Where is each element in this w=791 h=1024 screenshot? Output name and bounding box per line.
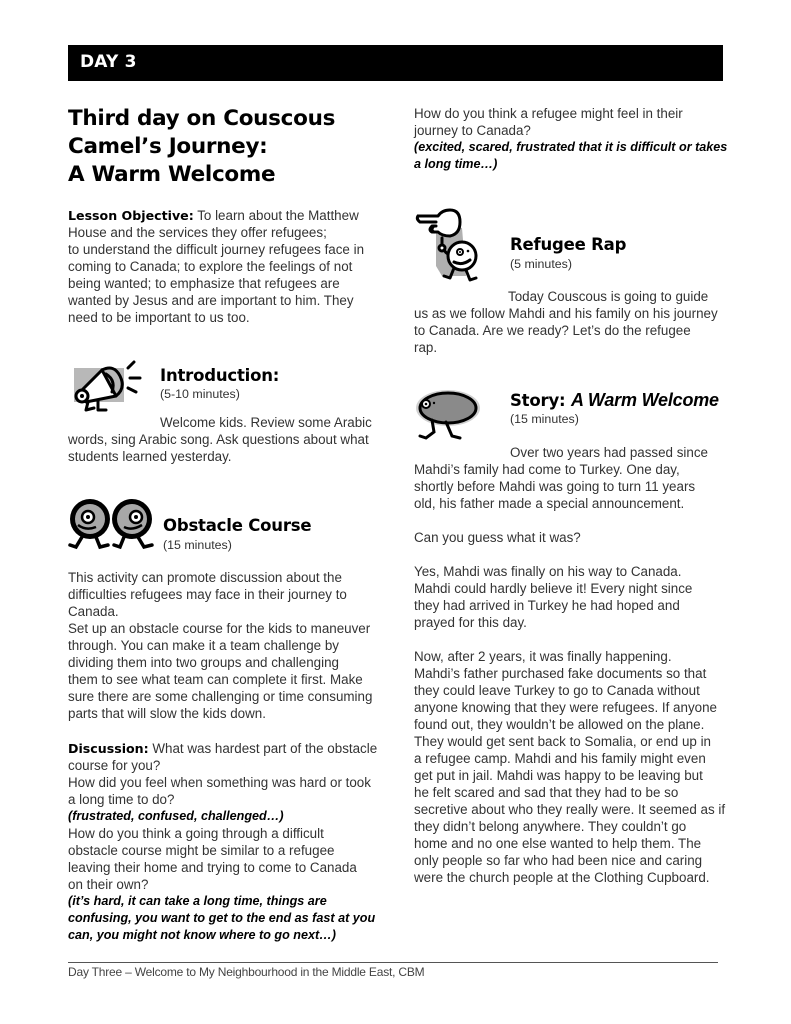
text-line: rap. bbox=[414, 340, 438, 355]
discussion-label: Discussion: bbox=[68, 741, 149, 756]
text-line: wanted by Jesus and are important to him. They bbox=[68, 293, 354, 308]
text-line: How do you think a going through a difficult bbox=[68, 826, 324, 841]
footer-divider bbox=[68, 962, 718, 963]
text-line: a long time to do? bbox=[68, 792, 175, 807]
text-line: them to see what team can complete it first. Make bbox=[68, 672, 363, 687]
text-line: need to be important to us too. bbox=[68, 310, 250, 325]
duration-obstacle-course: (15 minutes) bbox=[163, 538, 232, 552]
lesson-objective bbox=[68, 207, 388, 326]
text-line: through. You can make it a team challenge by bbox=[68, 638, 339, 653]
text-line: only people so far who had been nice and caring bbox=[414, 853, 703, 868]
text-line: they had arrived in Turkey he had hoped and bbox=[414, 598, 680, 613]
text-line: Yes, Mahdi was finally on his way to Canada. bbox=[414, 564, 682, 579]
text-line: Over two years had passed since bbox=[510, 445, 708, 460]
text-line: sure there are some challenging or time consuming bbox=[68, 689, 373, 704]
text-line: Mahdi’s father purchased fake documents so that bbox=[414, 666, 707, 681]
megaphone-icon bbox=[66, 358, 146, 416]
text-line: coming to Canada; to explore the feelings of not bbox=[68, 259, 353, 274]
title-line: Camel’s Journey: bbox=[68, 134, 268, 159]
text-line: course for you? bbox=[68, 758, 161, 773]
duration-refugee-rap: (5 minutes) bbox=[510, 257, 572, 271]
text-line: they could leave Turkey to go to Canada without bbox=[414, 683, 700, 698]
text-line: Now, after 2 years, it was finally happening. bbox=[414, 649, 672, 664]
text-line: Mahdi’s family had come to Turkey. One day, bbox=[414, 462, 680, 477]
refugee-rap-body bbox=[414, 288, 744, 356]
text-line: House and the services they offer refugees; bbox=[68, 225, 327, 240]
introduction-body bbox=[68, 414, 398, 465]
answer-line: (frustrated, confused, challenged…) bbox=[68, 809, 284, 823]
story-heading-title: A Warm Welcome bbox=[570, 390, 719, 410]
text-line: they didn’t belong anywhere. They couldn’t go bbox=[414, 819, 687, 834]
answer-line: (it’s hard, it can take a long time, things are bbox=[68, 894, 327, 908]
duration-introduction: (5-10 minutes) bbox=[160, 387, 240, 401]
section-heading-introduction: Introduction: bbox=[160, 366, 280, 385]
story-body bbox=[414, 444, 744, 886]
answer-line: confusing, you want to get to the end as fast at you bbox=[68, 911, 376, 925]
text-line: shortly before Mahdi was going to turn 11 years bbox=[414, 479, 696, 494]
pointing-hand-character-icon bbox=[414, 206, 488, 284]
text-line: obstacle course might be similar to a refugee bbox=[68, 843, 335, 858]
discussion bbox=[68, 740, 398, 944]
text-line: found out, they wouldn’t be allowed on the plane. bbox=[414, 717, 705, 732]
text-line: on their own? bbox=[68, 877, 149, 892]
text-line: Welcome kids. Review some Arabic bbox=[160, 415, 372, 430]
text-line: prayed for this day. bbox=[414, 615, 527, 630]
text-line: secretive about who they really were. It seemed as if bbox=[414, 802, 726, 817]
text-line: Set up an obstacle course for the kids to maneuver bbox=[68, 621, 371, 636]
story-heading-bold: Story: bbox=[510, 391, 571, 410]
gear-characters-icon bbox=[66, 497, 158, 553]
text-line: Today Couscous is going to guide bbox=[508, 289, 709, 304]
text-line: anyone knowing that they were refugees. If anyone bbox=[414, 700, 717, 715]
obstacle-course-body bbox=[68, 569, 398, 722]
section-heading-story bbox=[510, 390, 719, 411]
text-line: To learn about the Matthew bbox=[193, 208, 359, 223]
page-title bbox=[68, 105, 388, 189]
text-line: words, sing Arabic song. Ask questions about what bbox=[68, 432, 369, 447]
text-line: being wanted; to emphasize that refugees are bbox=[68, 276, 340, 291]
text-line: How do you think a refugee might feel in their bbox=[414, 106, 683, 121]
answer-line: can, you might not know where to go next…) bbox=[68, 928, 336, 942]
duration-story: (15 minutes) bbox=[510, 412, 579, 426]
text-line: old, his father made a special announcement. bbox=[414, 496, 685, 511]
text-line: How did you feel when something was hard or took bbox=[68, 775, 371, 790]
section-heading-refugee-rap: Refugee Rap bbox=[510, 235, 627, 254]
text-line: leaving their home and trying to come to Canada bbox=[68, 860, 357, 875]
footer-text: Day Three – Welcome to My Neighbourhood in the Middle East, CBM bbox=[68, 965, 425, 979]
text-line: he felt scared and sad that they had to be so bbox=[414, 785, 679, 800]
text-line: home and no one else wanted to help them. The bbox=[414, 836, 702, 851]
answer-line: (excited, scared, frustrated that it is difficult or takes bbox=[414, 140, 728, 154]
text-line: journey to Canada? bbox=[414, 123, 531, 138]
text-line: What was hardest part of the obstacle bbox=[148, 741, 378, 756]
text-line: to understand the difficult journey refugees face in bbox=[68, 242, 365, 257]
text-line: Canada. bbox=[68, 604, 119, 619]
text-line: us as we follow Mahdi and his family on his journey bbox=[414, 306, 718, 321]
day-label: DAY 3 bbox=[80, 52, 137, 72]
text-line: a refugee camp. Mahdi and his family might even bbox=[414, 751, 706, 766]
text-line: difficulties refugees may face in their journey to bbox=[68, 587, 347, 602]
title-line: A Warm Welcome bbox=[68, 162, 276, 187]
text-line: were the church people at the Clothing Cupboard. bbox=[414, 870, 710, 885]
title-line: Third day on Couscous bbox=[68, 106, 336, 131]
lesson-objective-label: Lesson Objective: bbox=[68, 208, 194, 223]
text-line: They would get sent back to Somalia, or end up in bbox=[414, 734, 712, 749]
text-line: This activity can promote discussion about the bbox=[68, 570, 342, 585]
text-line: get put in jail. Mahdi was happy to be leaving but bbox=[414, 768, 703, 783]
text-line: parts that will slow the kids down. bbox=[68, 706, 266, 721]
text-line: students learned yesterday. bbox=[68, 449, 232, 464]
discussion-continued bbox=[414, 105, 734, 173]
text-line: dividing them into two groups and challenging bbox=[68, 655, 339, 670]
speech-bubble-character-icon bbox=[414, 388, 482, 444]
answer-line: a long time…) bbox=[414, 157, 498, 171]
text-line: Can you guess what it was? bbox=[414, 530, 581, 545]
text-line: to Canada. Are we ready? Let’s do the refugee bbox=[414, 323, 691, 338]
section-heading-obstacle-course: Obstacle Course bbox=[163, 516, 312, 535]
text-line: Mahdi could hardly believe it! Every night since bbox=[414, 581, 693, 596]
day-header-bar bbox=[68, 45, 723, 81]
